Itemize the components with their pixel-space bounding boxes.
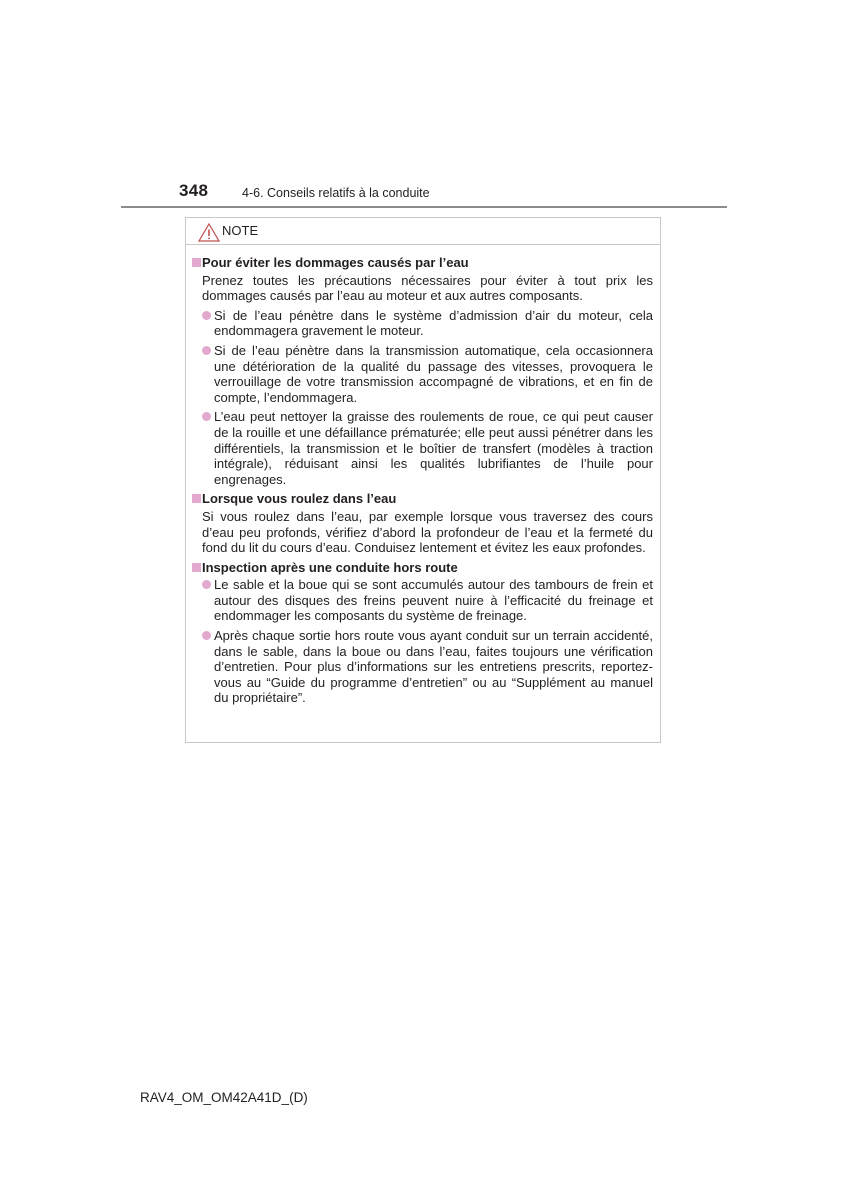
circle-bullet-icon	[202, 412, 211, 421]
section-heading: Pour éviter les dommages causés par l’eau	[186, 255, 660, 271]
section-intro: Si vous roulez dans l’eau, par exemple lorsque vous traversez des cours d’eau peu profonds, vérifiez d’abord la profondeur de l’eau et la fermeté du fond du lit du cours d’eau. Conduisez lentement et évitez les eaux profondes.	[202, 508, 653, 556]
page-header	[121, 178, 727, 208]
section-heading: Lorsque vous roulez dans l’eau	[186, 491, 660, 507]
list-item: Si de l’eau pénètre dans la transmission automatique, cela occasionnera une détérioration de la qualité du passage des vitesses, provoquera le verrouillage de votre transmission accompagné de vibrations, et en fin de compte, l’endommagera.	[214, 343, 653, 405]
note-body	[186, 255, 660, 710]
footer-code: RAV4_OM_OM42A41D_(D)	[140, 1090, 308, 1105]
section-heading: Inspection après une conduite hors route	[186, 560, 660, 576]
circle-bullet-icon	[202, 346, 211, 355]
list-item: Après chaque sortie hors route vous ayant conduit sur un terrain accidenté, dans le sable, dans la boue ou dans l’eau, faites toujours une vérification d’entretien. Pour plus d’informations sur les entretiens prescrits, reportez-vous au “Guide du programme d’entretien” ou au “Supplément au manuel du propriétaire”.	[214, 628, 653, 706]
circle-bullet-icon	[202, 580, 211, 589]
note-label: NOTE	[222, 223, 259, 238]
note-header	[186, 218, 660, 245]
circle-bullet-icon	[202, 311, 211, 320]
circle-bullet-icon	[202, 631, 211, 640]
square-bullet-icon	[192, 494, 201, 503]
section-title: 4-6. Conseils relatifs à la conduite	[242, 186, 430, 200]
list-item: Le sable et la boue qui se sont accumulés autour des tambours de frein et autour des disques des freins peuvent nuire à l’efficacité du freinage et endommager les composants du système de freinage.	[214, 577, 653, 624]
page-number: 348	[179, 181, 209, 200]
list-item: Si de l’eau pénètre dans le système d’admission d’air du moteur, cela endommagera gravement le moteur.	[214, 308, 653, 339]
note-box	[185, 217, 661, 743]
header-divider	[121, 206, 727, 208]
section-intro: Prenez toutes les précautions nécessaires pour éviter à tout prix les dommages causés par l’eau au moteur et aux autres composants.	[202, 272, 653, 304]
warning-triangle-icon	[198, 223, 220, 242]
list-item: L’eau peut nettoyer la graisse des roulements de roue, ce qui peut causer de la rouille et une défaillance prématurée; elle peut aussi pénétrer dans les différentiels, la transmission et le boîtier de transfert (modèles à traction intégrale), réduisant ainsi les qualités lubrifiantes de l’huile pour engrenages.	[214, 409, 653, 487]
square-bullet-icon	[192, 258, 201, 267]
square-bullet-icon	[192, 563, 201, 572]
